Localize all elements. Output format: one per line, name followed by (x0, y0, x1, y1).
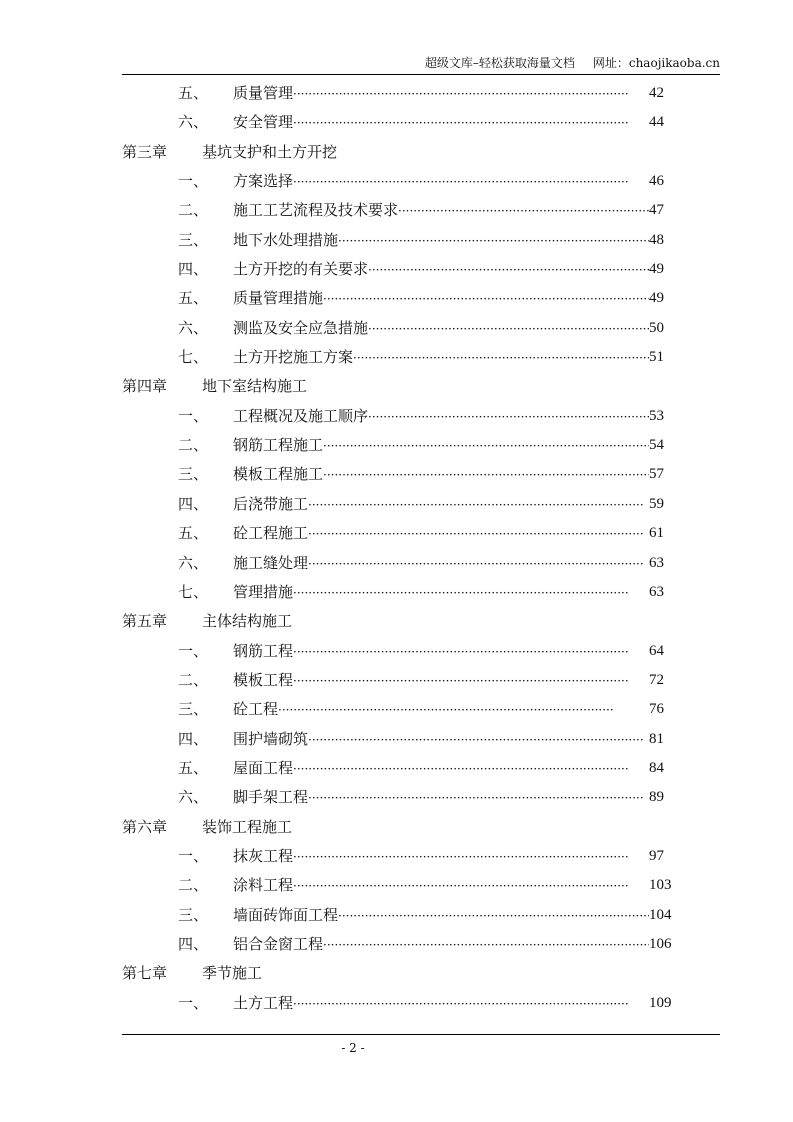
page-ref: 49 (649, 290, 664, 307)
toc-entry[interactable] (122, 871, 682, 900)
page-ref: 84 (649, 759, 664, 776)
dot-leader (308, 490, 649, 520)
chapter-title: 地下室结构施工 (202, 377, 308, 396)
chapter-label: 第五章 (122, 612, 168, 631)
page-header (122, 54, 720, 75)
section-title: 质量管理措施 (233, 289, 324, 308)
toc-entry[interactable] (122, 783, 682, 812)
section-number: 四、 (178, 494, 209, 513)
page-ref: 50 (649, 319, 664, 336)
section-number: 五、 (178, 289, 209, 308)
toc-entry[interactable] (122, 637, 682, 666)
toc-entry[interactable] (122, 79, 682, 108)
toc-entry[interactable] (122, 901, 682, 930)
section-title: 施工缝处理 (233, 553, 309, 572)
section-number: 四、 (178, 729, 209, 748)
chapter-label: 第六章 (122, 817, 168, 836)
page-ref: 109 (649, 994, 672, 1011)
dot-leader (323, 431, 649, 461)
section-title: 围护墙砌筑 (233, 729, 309, 748)
section-title: 脚手架工程 (233, 788, 309, 807)
page-ref: 51 (649, 349, 664, 366)
section-title: 抹灰工程 (233, 846, 294, 865)
section-title: 土方开挖施工方案 (233, 348, 354, 367)
toc-entry[interactable] (122, 519, 682, 548)
page-number: - 2 - (341, 1041, 365, 1055)
page-ref: 57 (649, 466, 664, 483)
toc-entry[interactable] (122, 490, 682, 519)
toc-entry[interactable] (122, 314, 682, 343)
dot-leader (353, 343, 649, 373)
dot-leader (368, 314, 649, 344)
toc-entry[interactable] (122, 255, 682, 284)
page-ref: 106 (649, 935, 672, 952)
section-number: 一、 (178, 641, 209, 660)
toc-chapter[interactable] (122, 138, 682, 167)
toc-entry[interactable] (122, 725, 682, 754)
dot-leader (293, 666, 649, 696)
toc-entry[interactable] (122, 284, 682, 313)
section-title: 安全管理 (233, 113, 294, 132)
page-ref: 49 (649, 261, 664, 278)
toc-entry[interactable] (122, 196, 682, 225)
section-title: 方案选择 (233, 172, 294, 191)
footer-rule (122, 1034, 720, 1035)
section-title: 钢筋工程 (233, 641, 294, 660)
section-number: 七、 (178, 348, 209, 367)
toc-entry[interactable] (122, 460, 682, 489)
page-ref: 104 (649, 906, 672, 923)
chapter-title: 季节施工 (202, 964, 263, 983)
section-title: 施工工艺流程及技术要求 (233, 201, 399, 220)
page-ref: 47 (649, 202, 664, 219)
section-number: 四、 (178, 934, 209, 953)
section-number: 三、 (178, 465, 209, 484)
page-ref: 48 (649, 231, 664, 248)
section-title: 模板工程 (233, 670, 294, 689)
toc-entry[interactable] (122, 549, 682, 578)
dot-leader (293, 842, 649, 872)
section-number: 六、 (178, 113, 209, 132)
section-title: 墙面砖饰面工程 (233, 905, 339, 924)
toc-chapter[interactable] (122, 607, 682, 636)
page-ref: 53 (649, 407, 664, 424)
dot-leader (368, 402, 649, 432)
toc-chapter[interactable] (122, 813, 682, 842)
dot-leader (293, 578, 649, 608)
chapter-label: 第四章 (122, 377, 168, 396)
toc-entry[interactable] (122, 842, 682, 871)
section-title: 模板工程施工 (233, 465, 324, 484)
section-number: 三、 (178, 905, 209, 924)
dot-leader (293, 871, 649, 901)
toc-entry[interactable] (122, 695, 682, 724)
toc-entry[interactable] (122, 343, 682, 372)
toc-chapter[interactable] (122, 959, 682, 988)
section-number: 三、 (178, 230, 209, 249)
page-ref: 72 (649, 671, 664, 688)
header-site: 网址：chaojikaoba.cn (592, 56, 720, 70)
section-number: 二、 (178, 201, 209, 220)
section-number: 六、 (178, 553, 209, 572)
page-ref: 76 (649, 701, 664, 718)
page-ref: 64 (649, 642, 664, 659)
toc-entry[interactable] (122, 402, 682, 431)
section-title: 砼工程 (233, 700, 279, 719)
section-number: 一、 (178, 172, 209, 191)
page-ref: 103 (649, 877, 672, 894)
section-number: 六、 (178, 788, 209, 807)
section-number: 二、 (178, 670, 209, 689)
dot-leader (293, 108, 649, 138)
dot-leader (323, 930, 649, 960)
dot-leader (308, 725, 649, 755)
section-number: 二、 (178, 436, 209, 455)
dot-leader (278, 695, 649, 725)
dot-leader (323, 284, 649, 314)
page-ref: 54 (649, 437, 664, 454)
dot-leader (368, 255, 649, 285)
chapter-title: 主体结构施工 (202, 612, 293, 631)
chapter-label: 第三章 (122, 142, 168, 161)
page-ref: 44 (649, 114, 664, 131)
toc-entry[interactable] (122, 666, 682, 695)
section-title: 土方开挖的有关要求 (233, 260, 369, 279)
dot-leader (308, 519, 649, 549)
section-number: 一、 (178, 993, 209, 1012)
dot-leader (308, 549, 649, 579)
section-number: 五、 (178, 524, 209, 543)
toc-entry[interactable] (122, 578, 682, 607)
section-title: 钢筋工程施工 (233, 436, 324, 455)
table-of-contents (122, 79, 682, 1018)
toc-entry[interactable] (122, 167, 682, 196)
section-title: 土方工程 (233, 993, 294, 1012)
section-title: 涂料工程 (233, 876, 294, 895)
section-title: 后浇带施工 (233, 494, 309, 513)
toc-entry[interactable] (122, 226, 682, 255)
header-title: 超级文库–轻松获取海量文档 (424, 56, 575, 70)
dot-leader (293, 637, 649, 667)
section-number: 六、 (178, 318, 209, 337)
page-ref: 63 (649, 583, 664, 600)
section-title: 砼工程施工 (233, 524, 309, 543)
dot-leader (308, 783, 649, 813)
page-ref: 97 (649, 847, 664, 864)
section-number: 二、 (178, 876, 209, 895)
section-number: 五、 (178, 758, 209, 777)
section-number: 五、 (178, 84, 209, 102)
dot-leader (293, 989, 649, 1019)
toc-chapter[interactable] (122, 372, 682, 401)
page-ref: 63 (649, 554, 664, 571)
page-ref: 81 (649, 730, 664, 747)
page-ref: 46 (649, 173, 664, 190)
chapter-title: 基坑支护和土方开挖 (202, 142, 338, 161)
toc-entry[interactable] (122, 930, 682, 959)
section-number: 一、 (178, 846, 209, 865)
dot-leader (323, 460, 649, 490)
page-ref: 61 (649, 525, 664, 542)
section-title: 质量管理 (233, 84, 294, 102)
section-number: 一、 (178, 406, 209, 425)
toc-entry[interactable] (122, 431, 682, 460)
page-ref: 89 (649, 789, 664, 806)
chapter-title: 装饰工程施工 (202, 817, 293, 836)
dot-leader (338, 226, 649, 256)
page-ref: 59 (649, 495, 664, 512)
toc-entry[interactable] (122, 989, 682, 1018)
dot-leader (338, 901, 649, 931)
chapter-label: 第七章 (122, 964, 168, 983)
section-number: 四、 (178, 260, 209, 279)
section-title: 工程概况及施工顺序 (233, 406, 369, 425)
section-title: 管理措施 (233, 582, 294, 601)
page-ref: 42 (649, 85, 664, 101)
section-title: 屋面工程 (233, 758, 294, 777)
section-title: 地下水处理措施 (233, 230, 339, 249)
section-number: 三、 (178, 700, 209, 719)
dot-leader (293, 167, 649, 197)
toc-entry[interactable] (122, 754, 682, 783)
section-number: 七、 (178, 582, 209, 601)
dot-leader (293, 79, 649, 109)
toc-entry[interactable] (122, 108, 682, 137)
dot-leader (293, 754, 649, 784)
section-title: 铝合金窗工程 (233, 934, 324, 953)
dot-leader (398, 196, 649, 226)
section-title: 测监及安全应急措施 (233, 318, 369, 337)
